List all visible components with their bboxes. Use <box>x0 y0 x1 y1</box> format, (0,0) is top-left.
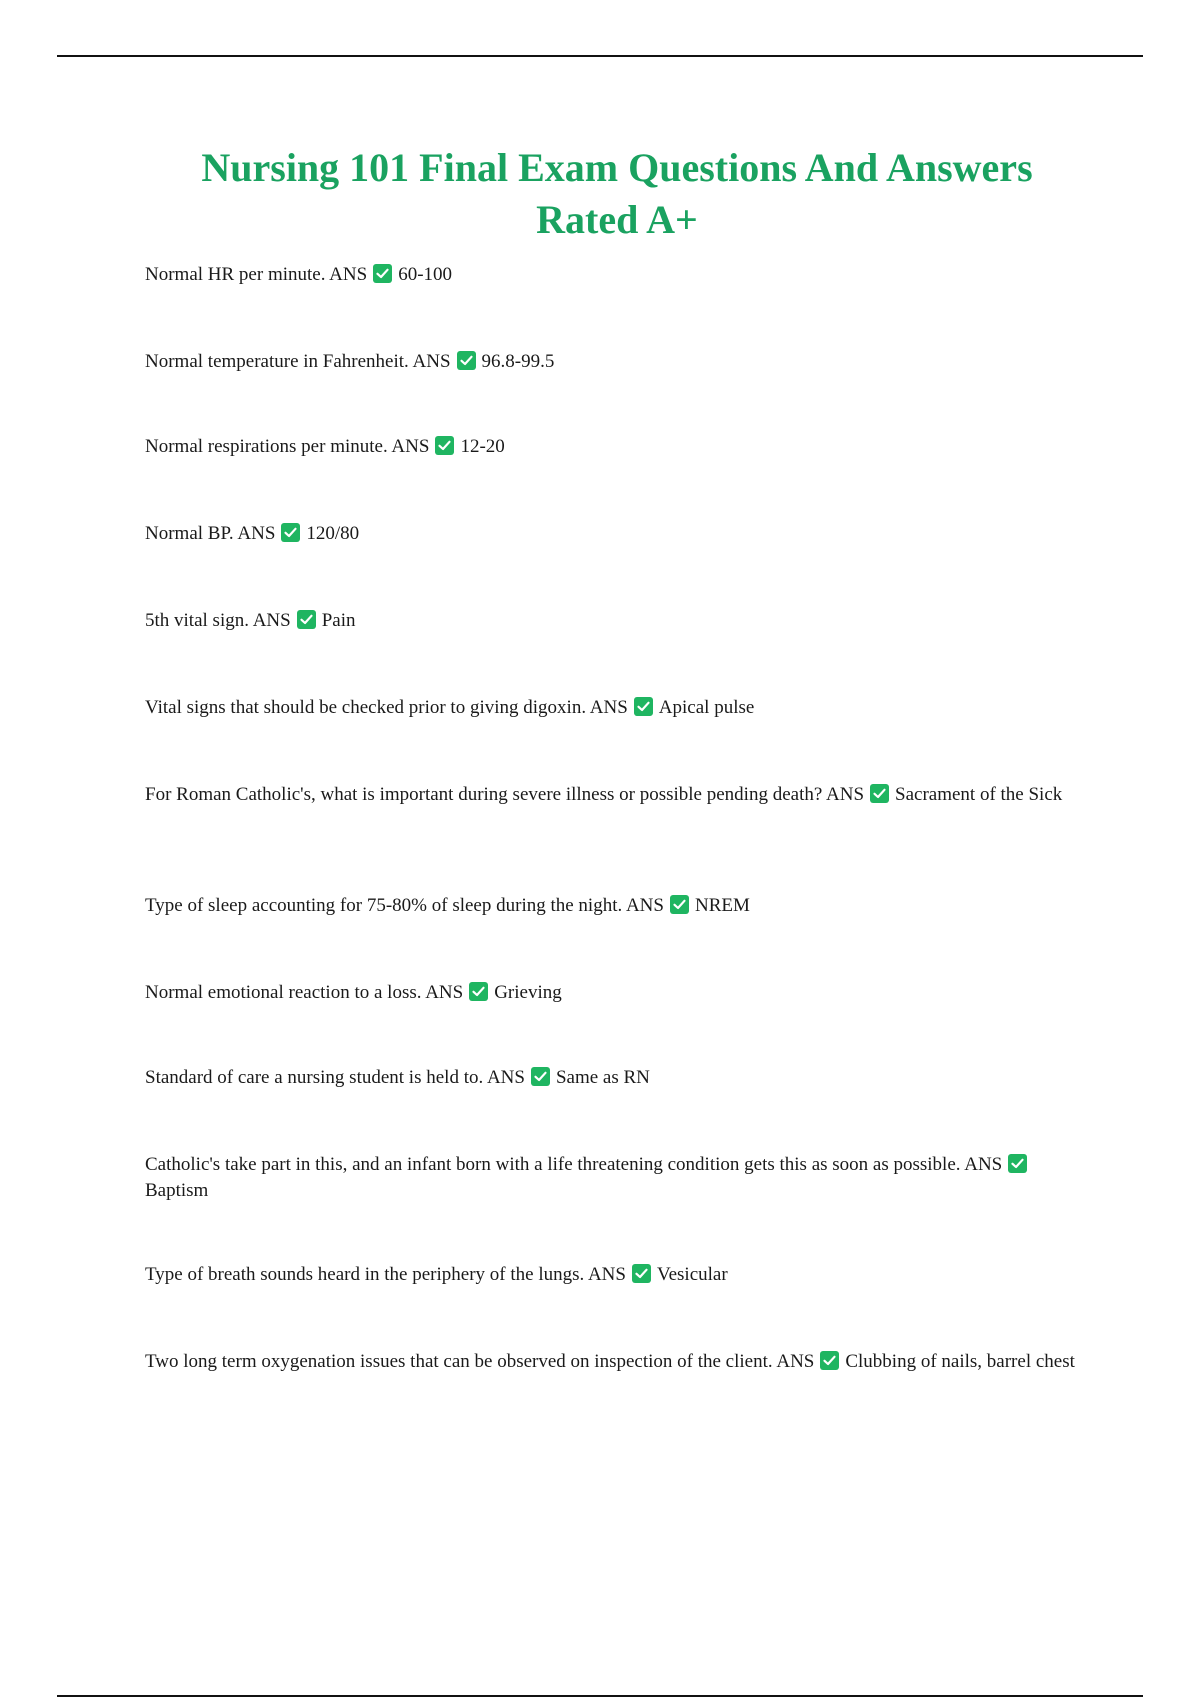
ans-label: ANS <box>237 523 276 544</box>
check-box-icon <box>469 982 488 1001</box>
ans-label: ANS <box>587 1264 626 1285</box>
question-text: Normal HR per minute. <box>145 264 326 285</box>
title-line-2: Rated A+ <box>536 197 698 242</box>
check-box-icon <box>670 895 689 914</box>
top-divider <box>57 55 1143 57</box>
ans-label: ANS <box>391 436 430 457</box>
ans-label: ANS <box>826 784 865 805</box>
qa-item <box>145 434 1090 460</box>
ans-label: ANS <box>486 1067 525 1088</box>
qa-item <box>145 521 1090 547</box>
check-box-icon <box>632 1264 651 1283</box>
question-text: Normal emotional reaction to a loss. <box>145 982 422 1003</box>
answer-text: Same as RN <box>555 1067 650 1088</box>
question-text: Normal BP. <box>145 523 234 544</box>
question-text: Catholic's take part in this, and an infant born with a life threatening condition gets this as soon as possible. <box>145 1154 961 1175</box>
qa-item <box>145 262 1090 288</box>
qa-item <box>145 608 1090 634</box>
answer-text: 120/80 <box>306 523 360 544</box>
qa-item <box>145 1349 1090 1375</box>
qa-item <box>145 1065 1090 1091</box>
title-line-1: Nursing 101 Final Exam Questions And Answers <box>201 145 1033 190</box>
question-text: For Roman Catholic's, what is important during severe illness or possible pending death? <box>145 784 823 805</box>
ans-label: ANS <box>252 610 291 631</box>
qa-item <box>145 980 1090 1006</box>
question-text: Type of sleep accounting for 75-80% of sleep during the night. <box>145 895 623 916</box>
answer-text: Pain <box>321 610 356 631</box>
check-box-icon <box>634 697 653 716</box>
answer-text: Clubbing of nails, barrel chest <box>845 1351 1075 1372</box>
qa-item <box>145 349 1090 375</box>
page-title <box>0 142 1200 246</box>
check-box-icon <box>435 436 454 455</box>
check-box-icon <box>820 1351 839 1370</box>
qa-item <box>145 782 1090 808</box>
question-text: 5th vital sign. <box>145 610 249 631</box>
check-box-icon <box>531 1067 550 1086</box>
answer-text: Vesicular <box>656 1264 728 1285</box>
ans-label: ANS <box>625 895 664 916</box>
question-text: Vital signs that should be checked prior to giving digoxin. <box>145 697 587 718</box>
check-box-icon <box>870 784 889 803</box>
qa-item <box>145 1152 1090 1204</box>
qa-item <box>145 695 1090 721</box>
answer-text: Sacrament of the Sick <box>895 784 1063 805</box>
check-box-icon <box>1008 1154 1027 1173</box>
answer-text: Apical pulse <box>658 697 755 718</box>
ans-label: ANS <box>964 1154 1003 1175</box>
check-box-icon <box>373 264 392 283</box>
ans-label: ANS <box>589 697 628 718</box>
answer-text: 12-20 <box>460 436 505 457</box>
question-text: Type of breath sounds heard in the periphery of the lungs. <box>145 1264 585 1285</box>
answer-text: 60-100 <box>398 264 453 285</box>
answer-text: Baptism <box>145 1180 209 1201</box>
question-text: Normal temperature in Fahrenheit. <box>145 351 409 372</box>
question-text: Two long term oxygenation issues that can be observed on inspection of the client. <box>145 1351 773 1372</box>
ans-label: ANS <box>425 982 464 1003</box>
answer-text: NREM <box>694 895 750 916</box>
bottom-divider <box>57 1695 1143 1697</box>
ans-label: ANS <box>412 351 451 372</box>
qa-item <box>145 893 1090 919</box>
ans-label: ANS <box>329 264 368 285</box>
answer-text: 96.8-99.5 <box>481 351 555 372</box>
question-text: Standard of care a nursing student is held to. <box>145 1067 484 1088</box>
answer-text: Grieving <box>494 982 562 1003</box>
check-box-icon <box>457 351 476 370</box>
check-box-icon <box>297 610 316 629</box>
question-text: Normal respirations per minute. <box>145 436 388 457</box>
qa-item <box>145 1262 1090 1288</box>
check-box-icon <box>281 523 300 542</box>
ans-label: ANS <box>776 1351 815 1372</box>
